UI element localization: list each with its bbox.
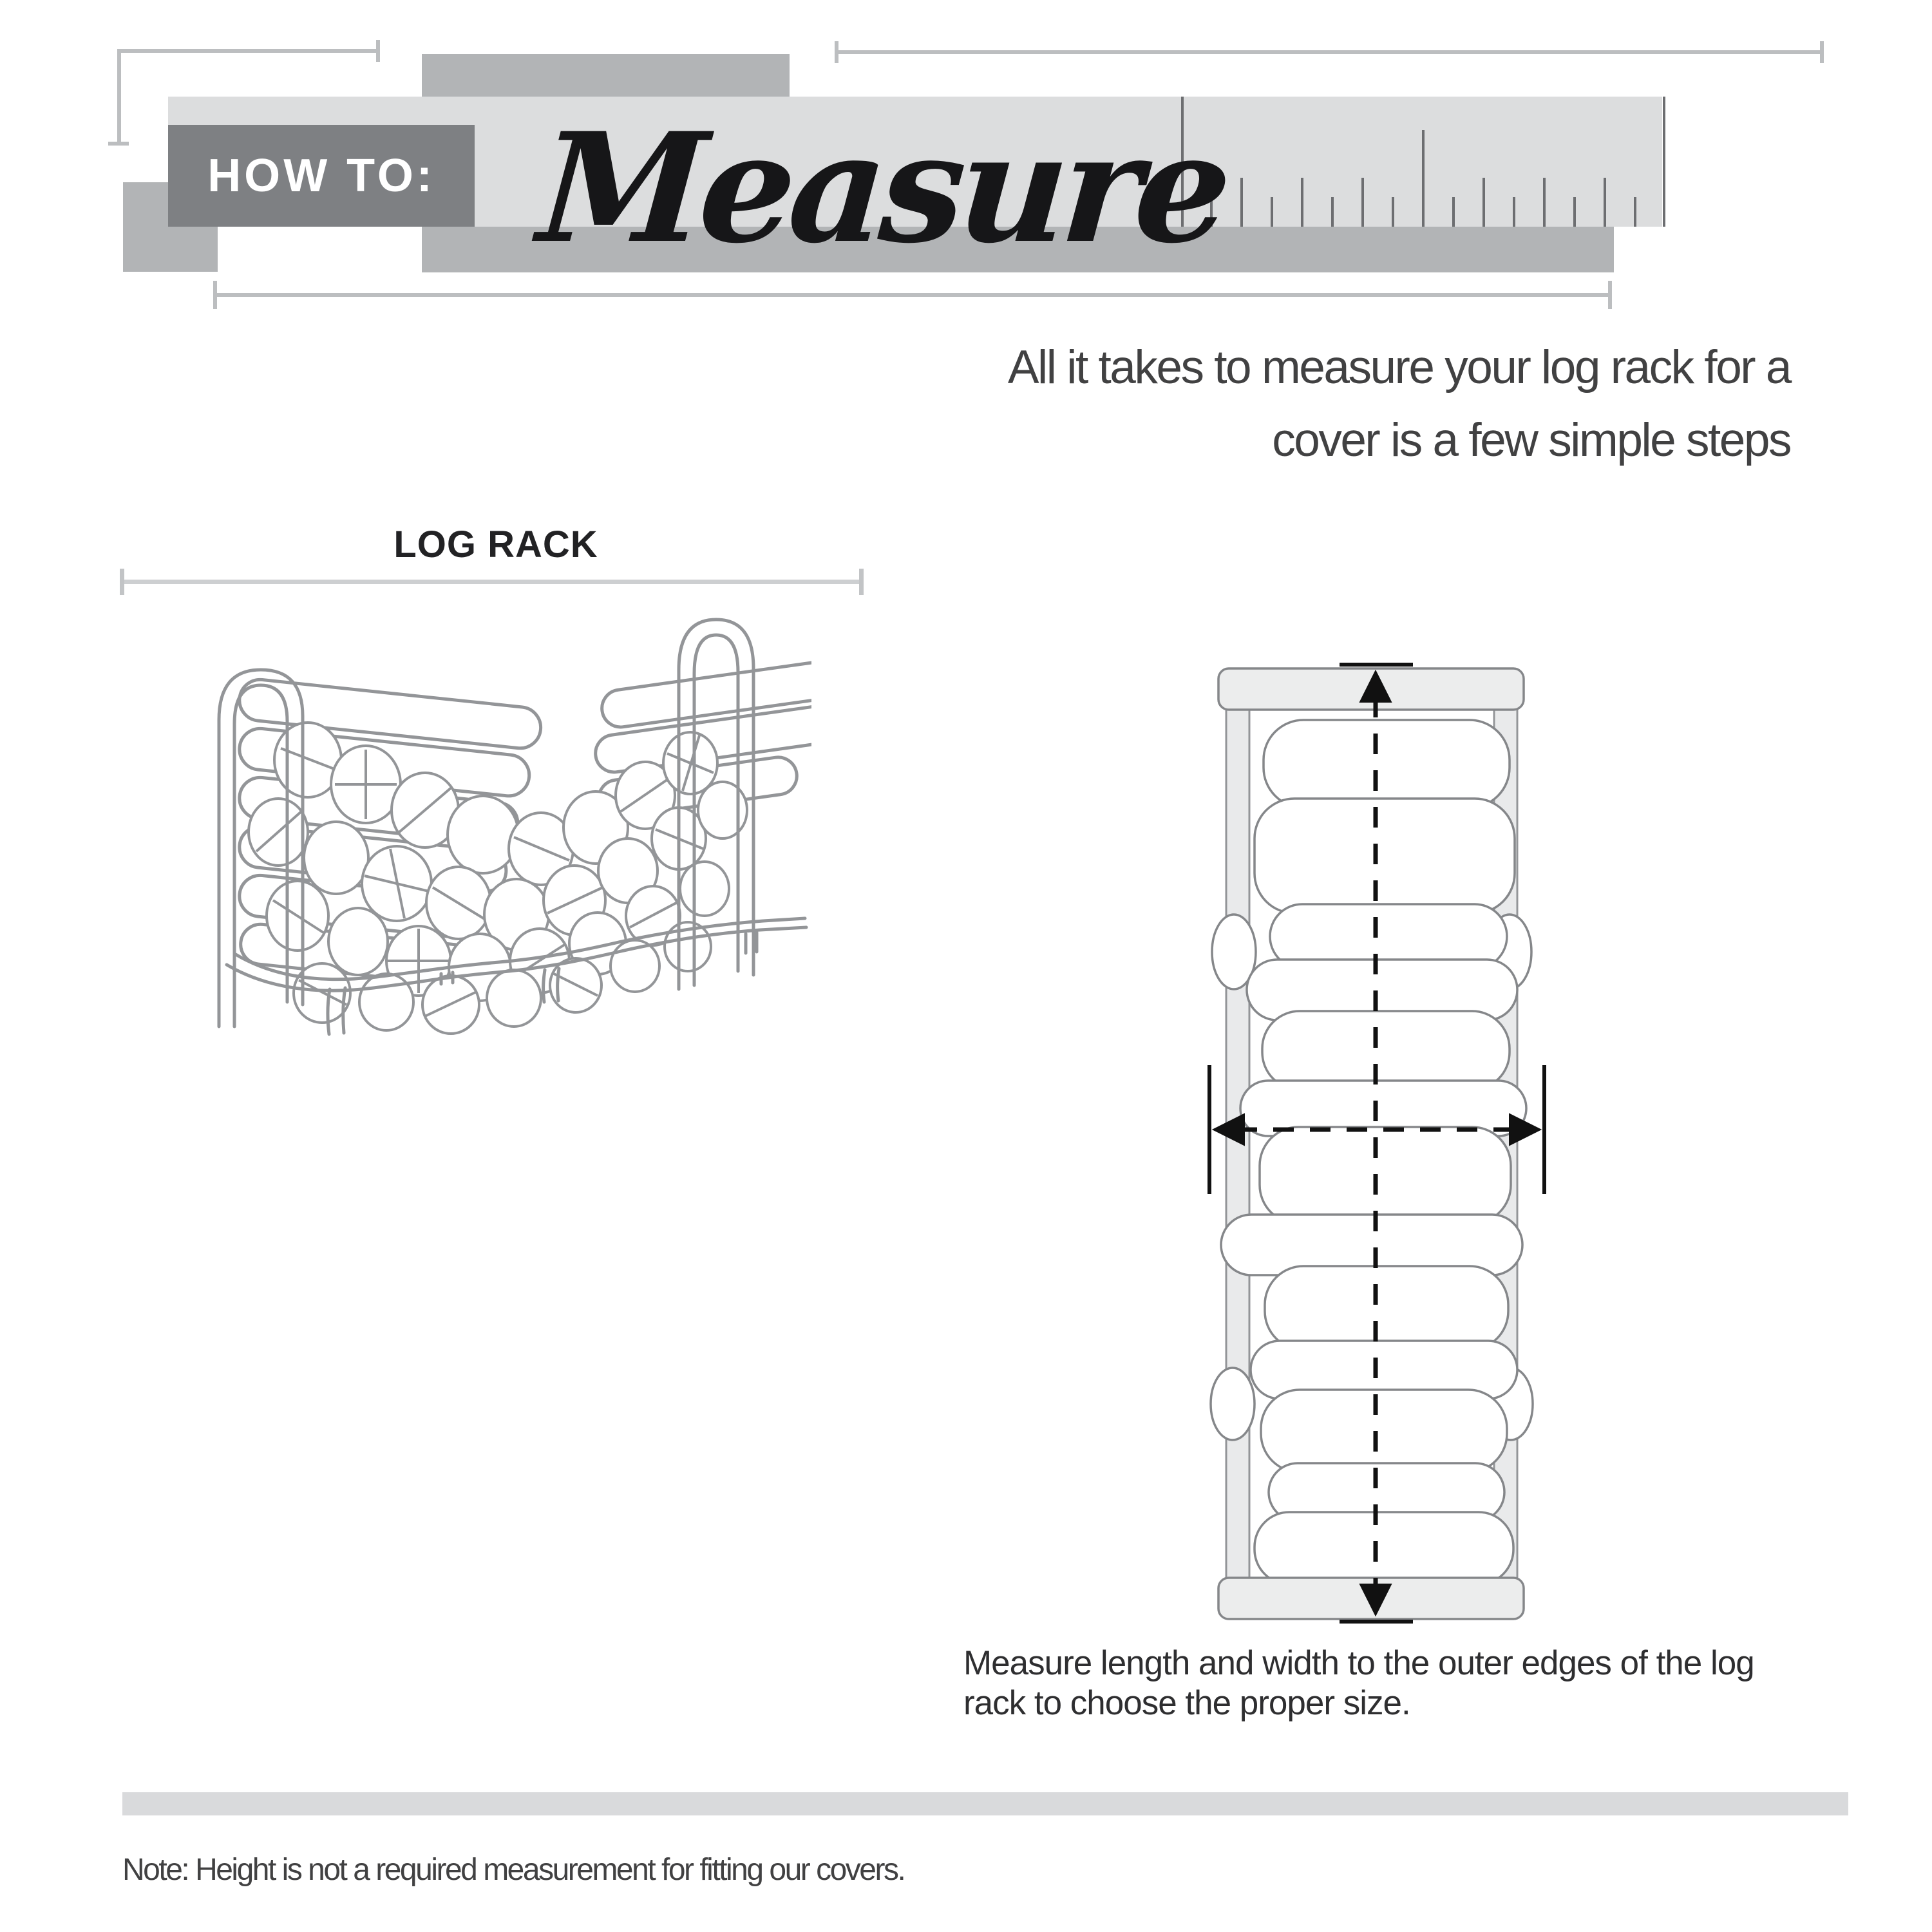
header-accent-rect-top bbox=[422, 54, 790, 99]
bracket-end-tick bbox=[376, 40, 380, 62]
intro-line-2: cover is a few simple steps bbox=[1272, 414, 1790, 466]
stacked-logs bbox=[1211, 720, 1533, 1584]
page-title: Measure bbox=[533, 100, 1231, 277]
bracket-h-line bbox=[117, 49, 380, 53]
intro-line-1: All it takes to measure your log rack for a bbox=[1007, 341, 1790, 393]
caption-line-1: Measure length and width to the outer edges of the log bbox=[963, 1644, 1754, 1682]
log-rack-illustration bbox=[180, 612, 811, 1063]
kicker-label: HOW TO: bbox=[207, 150, 435, 202]
footer-note: Note: Height is not a required measurement for fitting our covers. bbox=[122, 1853, 905, 1887]
caption-line-2: rack to choose the proper size. bbox=[963, 1684, 1410, 1722]
top-view-diagram bbox=[1185, 650, 1584, 1629]
bracket-end-tick bbox=[213, 281, 217, 309]
bracket-end-tick bbox=[1820, 41, 1824, 63]
underline-end-tick bbox=[859, 569, 864, 595]
log-rack-label: LOG RACK bbox=[393, 524, 598, 565]
howto-kicker-box bbox=[168, 125, 475, 227]
bracket-end-tick bbox=[1608, 281, 1612, 309]
footer-divider-bar bbox=[122, 1792, 1848, 1815]
bracket-end-tick bbox=[835, 41, 838, 63]
ruler-ticks-icon bbox=[1181, 97, 1665, 227]
bracket-v-line bbox=[117, 49, 121, 146]
intro-text bbox=[1008, 331, 1790, 477]
bracket-end-tick bbox=[108, 142, 129, 146]
bracket-h-line bbox=[215, 293, 1612, 297]
diagram-caption bbox=[963, 1643, 1754, 1723]
bracket-h-line bbox=[835, 50, 1824, 54]
log-rack-underline bbox=[122, 580, 864, 584]
left-rail bbox=[1226, 705, 1249, 1583]
ruler-tick-group bbox=[1182, 97, 1664, 227]
underline-end-tick bbox=[120, 569, 124, 595]
